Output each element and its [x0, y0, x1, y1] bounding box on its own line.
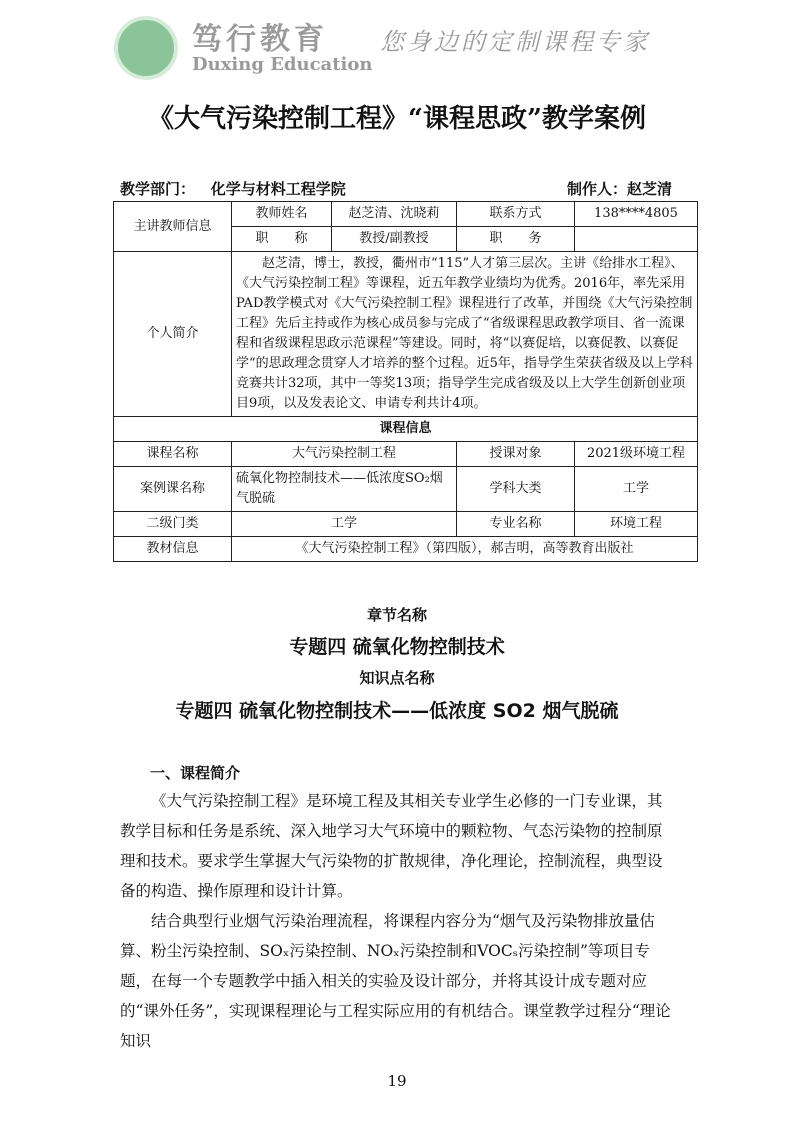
cell: 2021级环境工程: [575, 442, 698, 467]
dept: 化学与材料工程学院: [210, 180, 346, 198]
meta-line: [120, 178, 672, 199]
cell: 赵芝清、沈晓莉: [332, 202, 457, 227]
chapter-label: 章节名称: [366, 606, 427, 624]
cell: 硫氧化物控制技术——低浓度SO₂烟气脱硫: [232, 467, 457, 512]
knowledge-label: 知识点名称: [359, 669, 435, 687]
cell: [575, 227, 698, 252]
document-title: 《大气污染控制工程》“课程思政”教学案例: [148, 104, 646, 134]
teacher-section: 主讲教师信息: [114, 202, 232, 252]
bio-text: 赵芝清，博士，教授，衢州市“115”人才第三层次。主讲《给排水工程》、《大气污染控制工程》等课程，近五年教学业绩均为优秀。2016年，率先采用PAD教学模式对《大气污染控制工程》课程进行了改革，并围绕《大气污染控制工程》先后主持或作为核心成员参与完成了“省级课程思政教学项目、省一流课程和省级课程思政示范课程”等建设。同时，将“以赛促培，以赛促教、以赛促学“的思政理念贯穿人才培养的整个过程。近5年，指导学生荣获省级及以上学科竞赛共计32项，其中一等奖13项；指导学生完成省级及以上大学生创新创业项目9项，以及发表论文、申请专利共计4项。: [232, 252, 698, 417]
cell: 职 务: [457, 227, 575, 252]
cell: 联系方式: [457, 202, 575, 227]
cell: 教材信息: [114, 537, 232, 562]
cell: 二级门类: [114, 512, 232, 537]
page-number: 19: [387, 1072, 407, 1090]
author: 制作人：赵芝清: [566, 180, 672, 198]
chapter-title: 专题四 硫氧化物控制技术: [289, 636, 505, 658]
watermark-cn: 笃行教育: [192, 22, 328, 57]
cell: 职 称: [232, 227, 332, 252]
cell: 138****4805: [575, 202, 698, 227]
watermark-slogan: 您身边的定制课程专家: [380, 28, 650, 56]
cell: 教师姓名: [232, 202, 332, 227]
cell: 授课对象: [457, 442, 575, 467]
paragraph: 结合典型行业烟气污染治理流程，将课程内容分为“烟气及污染物排放量估算、粉尘污染控制、SOₓ污染控制、NOₓ污染控制和VOCₛ污染控制”等项目专题，在每一个专题教学中插入相关的实验及设计部分，并将其设计成专题对应的“课外任务”，实现课程理论与工程实际应用的有机结合。课堂教学过程分“理论知识: [120, 912, 671, 1050]
cell: 专业名称: [457, 512, 575, 537]
watermark-en: Duxing Education: [192, 54, 373, 75]
cell: 课程名称: [114, 442, 232, 467]
body-text: [120, 786, 675, 1056]
cell: 《大气污染控制工程》（第四版），郝吉明，高等教育出版社: [232, 537, 698, 562]
bio-label: 个人简介: [114, 252, 232, 417]
cell: 工学: [575, 467, 698, 512]
watermark: [110, 14, 690, 84]
course-section: 课程信息: [114, 417, 698, 442]
cell: 教授/副教授: [332, 227, 457, 252]
cell: 大气污染控制工程: [232, 442, 457, 467]
cell: 学科大类: [457, 467, 575, 512]
watermark-logo-icon: [114, 16, 178, 80]
cell: 环境工程: [575, 512, 698, 537]
dept-label: 教学部门：: [120, 180, 196, 198]
cell: 工学: [232, 512, 457, 537]
cell: 案例课名称: [114, 467, 232, 512]
info-table: [113, 201, 698, 562]
knowledge-title: 专题四 硫氧化物控制技术——低浓度 SO2 烟气脱硫: [175, 700, 619, 722]
section-heading: 一、课程简介: [150, 764, 241, 782]
paragraph: 《大气污染控制工程》是环境工程及其相关专业学生必修的一门专业课，其教学目标和任务是系统、深入地学习大气环境中的颗粒物、气态污染物的控制原理和技术。要求学生掌握大气污染物的扩散规律，净化理论，控制流程，典型设备的构造、操作原理和设计计算。: [120, 792, 663, 900]
